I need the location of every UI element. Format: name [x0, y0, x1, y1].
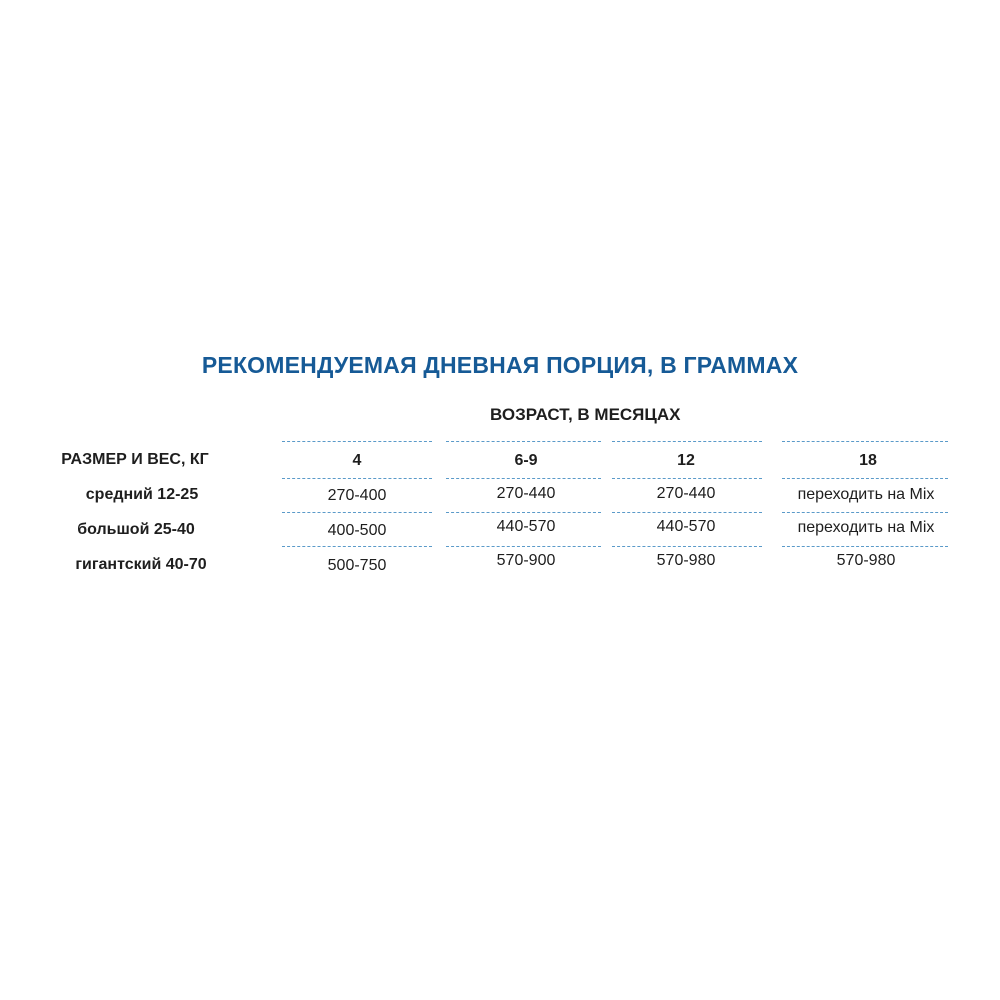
divider: [446, 478, 601, 479]
row-label-large: большой 25-40: [77, 521, 195, 538]
table-cell: переходить на Mix: [797, 519, 935, 536]
row-label-giant: гигантский 40-70: [75, 556, 207, 573]
table-cell: переходить на Mix: [797, 486, 935, 503]
age-header-12: 12: [677, 452, 695, 469]
row-label-medium: средний 12-25: [85, 486, 199, 503]
age-heading: ВОЗРАСТ, В МЕСЯЦАХ: [490, 405, 681, 424]
divider: [282, 478, 432, 479]
table-cell: 440-570: [656, 518, 716, 535]
age-header-4: 4: [352, 452, 362, 469]
table-cell: 570-980: [836, 552, 896, 569]
divider: [282, 441, 432, 442]
table-cell: 500-750: [327, 557, 387, 574]
divider: [782, 478, 948, 479]
divider: [446, 546, 601, 547]
divider: [782, 441, 948, 442]
table-cell: 570-900: [496, 552, 556, 569]
divider: [282, 546, 432, 547]
age-header-18: 18: [859, 452, 877, 469]
table-cell: 570-980: [656, 552, 716, 569]
divider: [782, 546, 948, 547]
divider: [782, 512, 948, 513]
table-cell: 270-440: [656, 485, 716, 502]
size-weight-header: РАЗМЕР И ВЕС, КГ: [61, 451, 209, 468]
divider: [282, 512, 432, 513]
age-header-6-9: 6-9: [514, 452, 538, 469]
divider: [612, 441, 762, 442]
portion-table-title: РЕКОМЕНДУЕМАЯ ДНЕВНАЯ ПОРЦИЯ, В ГРАММАХ: [201, 352, 799, 378]
table-cell: 400-500: [327, 522, 387, 539]
table-cell: 440-570: [496, 518, 556, 535]
divider: [612, 512, 762, 513]
divider: [446, 512, 601, 513]
divider: [446, 441, 601, 442]
divider: [612, 478, 762, 479]
table-cell: 270-400: [327, 487, 387, 504]
table-cell: 270-440: [496, 485, 556, 502]
divider: [612, 546, 762, 547]
